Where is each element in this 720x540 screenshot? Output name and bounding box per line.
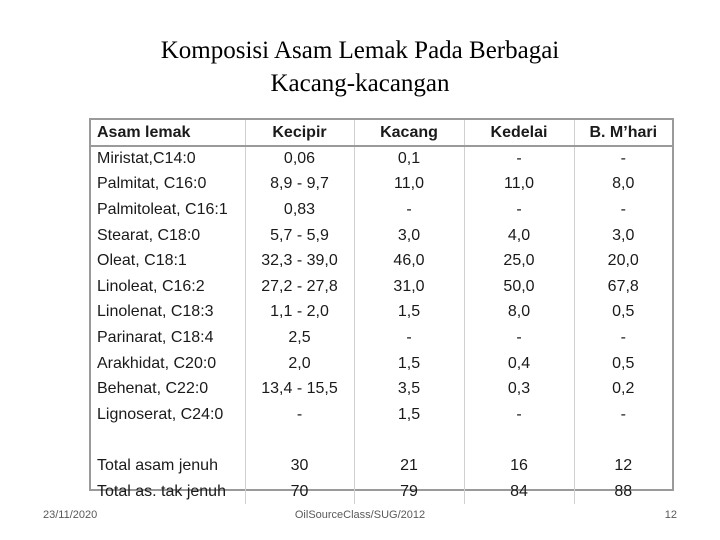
table-cell: 16: [464, 453, 574, 479]
footer-date: 23/11/2020: [43, 509, 98, 521]
table-cell: 0,5: [612, 354, 635, 372]
table-cell: 3,0: [612, 226, 635, 244]
table-row: [91, 300, 672, 326]
column-header-kacang: Kacang: [354, 120, 464, 146]
table-cell: -: [620, 200, 626, 218]
table-cell: 30: [245, 453, 354, 479]
table-cell: 84: [464, 479, 574, 505]
table-cell: 8,0: [464, 300, 574, 326]
table-cell: -: [464, 402, 574, 428]
table-cell: 0,4: [464, 351, 574, 377]
table-cell: -: [464, 146, 574, 172]
row-label-cell: Miristat,C14:0: [91, 146, 245, 172]
table-body: [91, 146, 672, 504]
table-cell: 31,0: [354, 274, 464, 300]
table-cell: -: [245, 402, 354, 428]
footer-source: OilSourceClass/SUG/2012: [294, 509, 426, 521]
column-header-asam-lemak: Asam lemak: [91, 120, 245, 146]
table-row: [91, 172, 672, 198]
table-header-row: [91, 120, 672, 146]
column-header-kecipir: Kecipir: [245, 120, 354, 146]
table-cell: 20,0: [607, 252, 639, 270]
row-label-cell: Lignoserat, C24:0: [91, 402, 245, 428]
table-cell: -: [620, 150, 626, 168]
fatty-acid-table: [91, 120, 672, 504]
row-label-cell: Total as. tak jenuh: [91, 479, 245, 505]
row-label-cell: Parinarat, C18:4: [91, 325, 245, 351]
table-cell: 11,0: [354, 172, 464, 198]
table-cell: 79: [354, 479, 464, 505]
table-cell: 2,5: [245, 325, 354, 351]
row-label-cell: Total asam jenuh: [91, 453, 245, 479]
row-label-cell: Linoleat, C16:2: [91, 274, 245, 300]
row-label-cell: Stearat, C18:0: [91, 223, 245, 249]
table-cell: 3,0: [354, 223, 464, 249]
table-row: [91, 248, 672, 274]
table-cell: 0,3: [464, 376, 574, 402]
table-cell: 1,5: [354, 351, 464, 377]
column-header-b-mhari: B. M’hari: [574, 120, 672, 146]
spacer-cell: [91, 428, 245, 454]
table-cell: -: [620, 328, 626, 346]
table-cell: 70: [245, 479, 354, 505]
table-row: [91, 146, 672, 172]
table-row: [91, 402, 672, 428]
table-cell: 25,0: [464, 248, 574, 274]
row-label-cell: Linolenat, C18:3: [91, 300, 245, 326]
slide-title-line-2: Kacang-kacangan: [270, 70, 450, 97]
slide-title-line-1: Komposisi Asam Lemak Pada Berbagai: [160, 37, 560, 64]
table-row: [91, 274, 672, 300]
table-row: [91, 223, 672, 249]
table-cell: 88: [614, 482, 633, 500]
table-cell: 0,2: [612, 380, 635, 398]
spacer-cell: [464, 428, 574, 454]
table-cell: 0,5: [612, 303, 635, 321]
row-label-cell: Oleat, C18:1: [91, 248, 245, 274]
table-row: [91, 376, 672, 402]
table-cell: 8,0: [612, 175, 635, 193]
spacer-cell: [245, 428, 354, 454]
table-cell: 32,3 - 39,0: [245, 248, 354, 274]
total-row: [91, 479, 672, 505]
table-cell: -: [354, 197, 464, 223]
table-cell: 3,5: [354, 376, 464, 402]
table-cell: 27,2 - 27,8: [245, 274, 354, 300]
table-cell: 5,7 - 5,9: [245, 223, 354, 249]
table-cell: -: [464, 325, 574, 351]
table-cell: 12: [614, 456, 633, 474]
spacer-cell: [574, 428, 672, 454]
table-spacer-row: [91, 428, 672, 454]
column-header-kedelai: Kedelai: [464, 120, 574, 146]
total-row: [91, 453, 672, 479]
table-cell: 1,5: [354, 300, 464, 326]
table-cell: 2,0: [245, 351, 354, 377]
table-row: [91, 325, 672, 351]
table-cell: 21: [354, 453, 464, 479]
table-cell: -: [620, 405, 626, 423]
table-cell: 8,9 - 9,7: [245, 172, 354, 198]
table-row: [91, 197, 672, 223]
table-cell: 46,0: [354, 248, 464, 274]
table-cell: 67,8: [607, 277, 639, 295]
row-label-cell: Arakhidat, C20:0: [91, 351, 245, 377]
footer-page-number: 12: [664, 509, 677, 521]
spacer-cell: [354, 428, 464, 454]
row-label-cell: Behenat, C22:0: [91, 376, 245, 402]
table-row: [91, 351, 672, 377]
fatty-acid-table-container: [89, 118, 674, 500]
table-cell: 0,06: [245, 146, 354, 172]
table-cell: -: [464, 197, 574, 223]
table-cell: 0,1: [354, 146, 464, 172]
table-cell: 0,83: [245, 197, 354, 223]
table-cell: 4,0: [464, 223, 574, 249]
table-cell: 1,1 - 2,0: [245, 300, 354, 326]
row-label-cell: Palmitat, C16:0: [91, 172, 245, 198]
row-label-cell: Palmitoleat, C16:1: [91, 197, 245, 223]
table-cell: -: [354, 325, 464, 351]
table-cell: 1,5: [354, 402, 464, 428]
table-cell: 11,0: [464, 172, 574, 198]
slide-title: [0, 34, 720, 100]
table-cell: 13,4 - 15,5: [245, 376, 354, 402]
table-cell: 50,0: [464, 274, 574, 300]
